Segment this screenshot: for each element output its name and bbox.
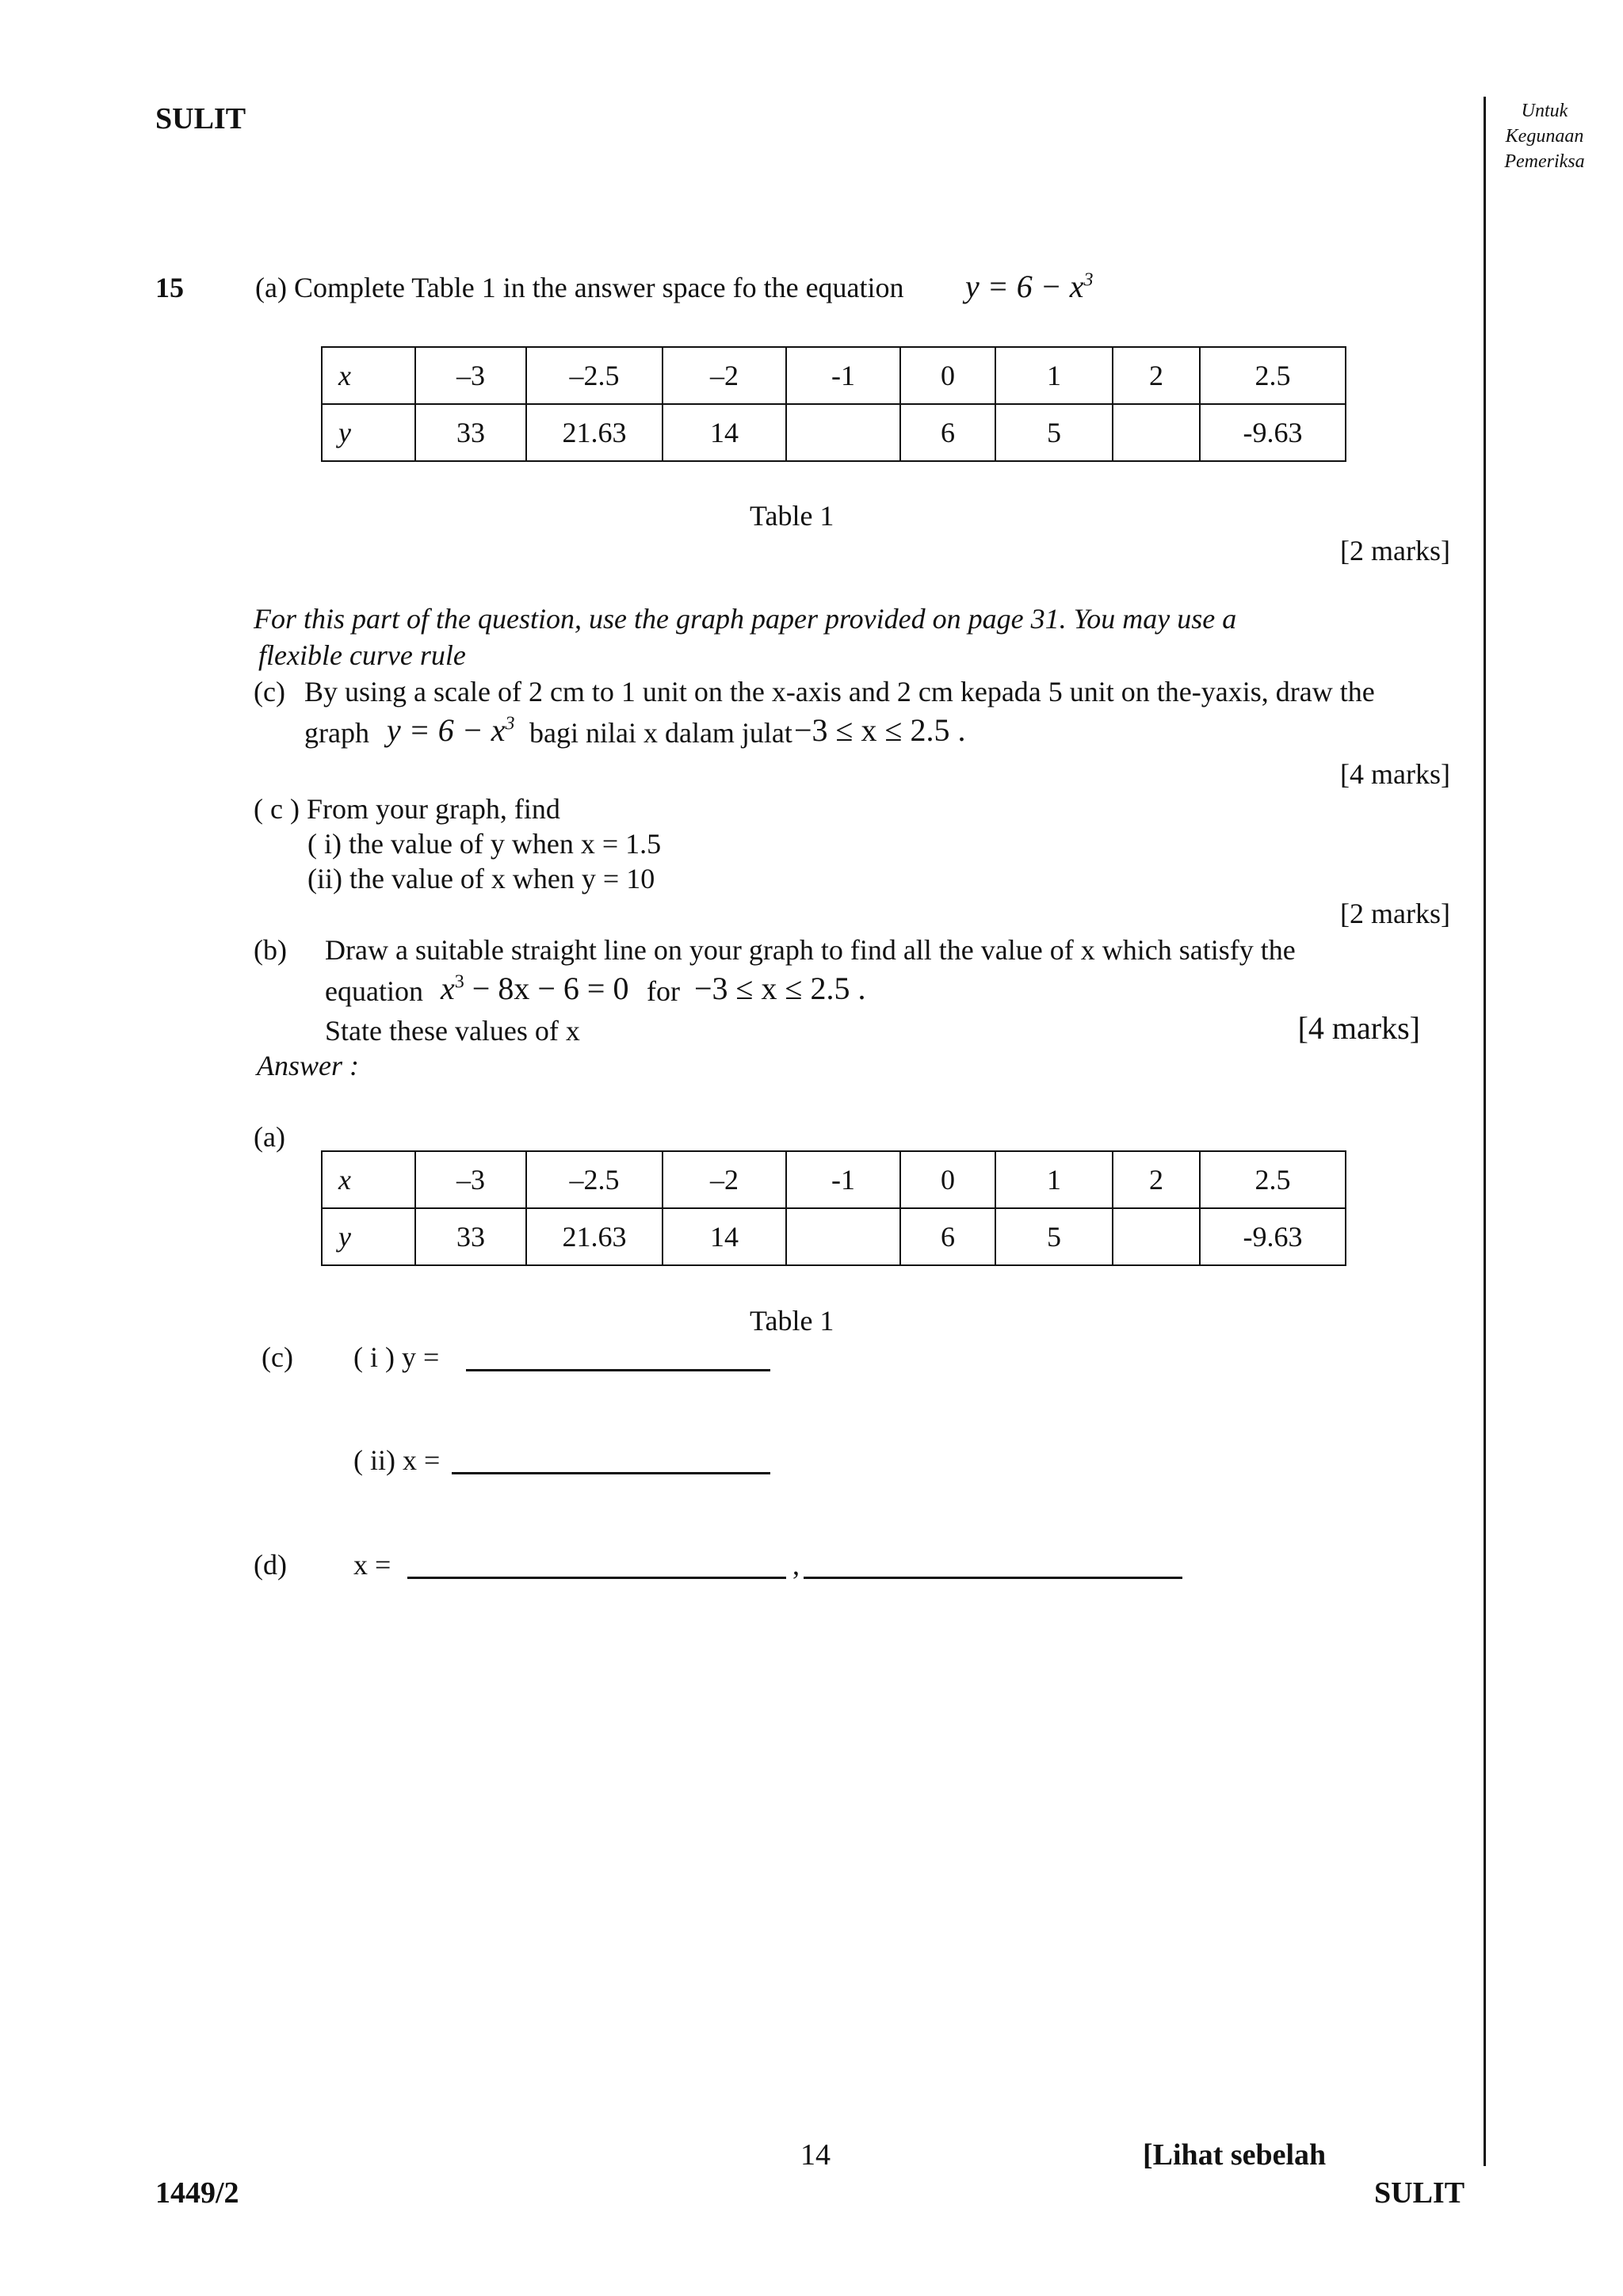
- marks-c1: [4 marks]: [1340, 758, 1450, 790]
- table-cell: 6: [900, 1208, 995, 1265]
- answer-d-label: (d): [254, 1549, 287, 1581]
- table-cell: –3: [415, 1151, 526, 1208]
- table-cell: –2: [663, 347, 786, 404]
- table-cell: –3: [415, 347, 526, 404]
- table-cell: 6: [900, 404, 995, 461]
- table-cell: -1: [786, 347, 900, 404]
- footer-paper-code: 1449/2: [155, 2176, 239, 2210]
- table-cell: –2.5: [526, 1151, 663, 1208]
- table-cell: 1: [995, 1151, 1113, 1208]
- part-c1-range: −3 ≤ x ≤ 2.5 .: [794, 712, 966, 748]
- table-cell: 21.63: [526, 1208, 663, 1265]
- marks-b: [4 marks]: [1297, 1010, 1420, 1046]
- table-caption: Table 1: [750, 500, 834, 532]
- answer-a-label: (a): [254, 1121, 285, 1153]
- answer-ci-blank[interactable]: [466, 1369, 770, 1371]
- table-cell: 0: [900, 1151, 995, 1208]
- answer-d-blank-2[interactable]: [804, 1577, 1182, 1579]
- table-cell: 2: [1113, 1151, 1200, 1208]
- margin-note-3: Pemeriksa: [1504, 151, 1585, 172]
- answer-d-comma: ,: [792, 1549, 800, 1581]
- footer-sulit: SULIT: [1374, 2176, 1465, 2210]
- part-c2-label: ( c ) From your graph, find: [254, 793, 560, 825]
- table-cell: x: [322, 347, 415, 404]
- table-cell: 33: [415, 1208, 526, 1265]
- answer-table-caption: Table 1: [750, 1305, 834, 1337]
- footer-lihat-sebelah: [Lihat sebelah: [1143, 2138, 1327, 2172]
- equation: $y = 6 - x^3$: [965, 269, 1094, 304]
- answer-c-label: (c): [262, 1341, 293, 1373]
- part-a-text: (a) Complete Table 1 in the answer space fo the equation: [255, 272, 904, 303]
- part-c2-ii: (ii) the value of x when y = 10: [307, 863, 655, 894]
- instruction-line-2: flexible curve rule: [258, 639, 466, 671]
- table-cell: 0: [900, 347, 995, 404]
- table-cell: -9.63: [1200, 404, 1346, 461]
- table-cell: [1113, 404, 1200, 461]
- answer-cii-blank[interactable]: [452, 1472, 770, 1474]
- part-c1-label: (c): [254, 676, 285, 707]
- instruction-line-1: For this part of the question, use the graph paper provided on page 31. You may use a: [254, 603, 1237, 635]
- table-cell: [786, 1208, 900, 1265]
- answer-value-table: [321, 1150, 1346, 1266]
- part-b-for: for: [647, 975, 680, 1007]
- table-cell: 33: [415, 404, 526, 461]
- part-b-line1: Draw a suitable straight line on your graph to find all the value of x which satisfy the: [325, 934, 1296, 966]
- answer-d-x-label: x =: [353, 1549, 391, 1581]
- marks-a: [2 marks]: [1340, 535, 1450, 566]
- table-cell: 21.63: [526, 404, 663, 461]
- table-cell: 2.5: [1200, 1151, 1346, 1208]
- table-cell: -9.63: [1200, 1208, 1346, 1265]
- table-cell: 2: [1113, 347, 1200, 404]
- answer-cii-label: ( ii) x =: [353, 1444, 441, 1476]
- header-sulit: SULIT: [155, 102, 246, 135]
- table-cell: [786, 404, 900, 461]
- table-cell: -1: [786, 1151, 900, 1208]
- answer-ci-label: ( i ) y =: [353, 1341, 440, 1373]
- part-c1-line2: bagi nilai x dalam julat: [529, 717, 792, 749]
- part-c1-equation: $y = 6 - x^3$: [387, 712, 515, 748]
- value-table: [321, 346, 1346, 462]
- part-b-equation-word: equation: [325, 975, 423, 1007]
- part-b-equation: $x^3 - 8x - 6 = 0$: [441, 971, 629, 1006]
- table-cell: –2: [663, 1151, 786, 1208]
- margin-rule: [1484, 97, 1486, 2166]
- table-cell: –2.5: [526, 347, 663, 404]
- table-cell: 5: [995, 1208, 1113, 1265]
- marks-c2: [2 marks]: [1340, 898, 1450, 929]
- part-c2-i: ( i) the value of y when x = 1.5: [307, 828, 662, 860]
- answer-d-blank-1[interactable]: [407, 1577, 786, 1579]
- margin-note-2: Kegunaan: [1505, 126, 1584, 147]
- answer-label: Answer :: [257, 1050, 359, 1081]
- table-cell: y: [322, 404, 415, 461]
- table-cell: [1113, 1208, 1200, 1265]
- table-cell: 1: [995, 347, 1113, 404]
- part-c1-line1: By using a scale of 2 cm to 1 unit on the x-axis and 2 cm kepada 5 unit on the-yaxis, draw the: [304, 676, 1375, 707]
- part-b-line3: State these values of x: [325, 1015, 580, 1047]
- part-b-label: (b): [254, 934, 287, 966]
- table-cell: 5: [995, 404, 1113, 461]
- part-c1-graph-word: graph: [304, 717, 369, 749]
- table-cell: 2.5: [1200, 347, 1346, 404]
- table-cell: 14: [663, 1208, 786, 1265]
- page-number: 14: [800, 2138, 831, 2172]
- table-cell: x: [322, 1151, 415, 1208]
- table-cell: y: [322, 1208, 415, 1265]
- margin-note-1: Untuk: [1521, 101, 1568, 121]
- question-number: 15: [155, 272, 184, 303]
- table-cell: 14: [663, 404, 786, 461]
- part-b-range: −3 ≤ x ≤ 2.5 .: [694, 971, 866, 1006]
